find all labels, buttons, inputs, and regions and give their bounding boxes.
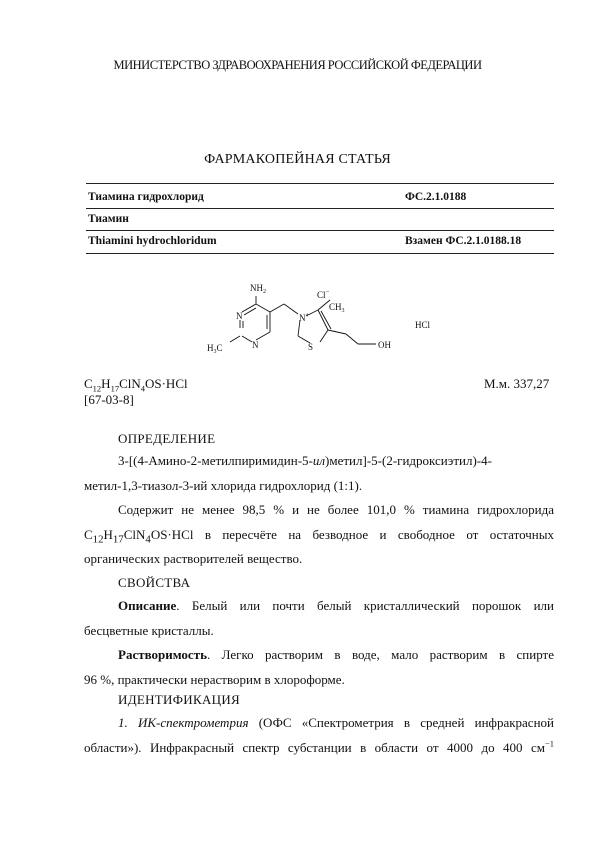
divider-2 [86, 230, 554, 231]
divider-1 [86, 208, 554, 209]
properties-description: Описание. Белый или почти белый кристаллический порошок или бесцветные кристаллы. [84, 598, 554, 638]
label-s: S [308, 342, 314, 352]
drug-name-ru: Тиамина гидрохлорид [88, 191, 204, 203]
heading-properties: СВОЙСТВА [118, 575, 191, 590]
label-hcl: HCl [415, 320, 431, 330]
definition-content: Содержит не менее 98,5 % и не более 101,0 % тиамина гидрохлорида $C_{12}H_{17}ClN_4OS\cdot HCl$ в пересчёте на безводное и свободное от остаточных органических растворителей вещество. [84, 502, 554, 566]
heading-definition: ОПРЕДЕЛЕНИЕ [118, 431, 216, 446]
divider-top [86, 183, 554, 184]
label-h3c: $H_3C$ [207, 343, 223, 355]
chemical-structure [200, 278, 450, 368]
replaces-code: Взамен ФС.2.1.0188.18 [405, 235, 522, 247]
ministry-header: МИНИСТЕРСТВО ЗДРАВООХРАНЕНИЯ РОССИЙСКОЙ ФЕДЕРАЦИИ [113, 58, 482, 72]
label-n-top: N [236, 311, 243, 321]
drug-name-short: Тиамин [88, 213, 129, 225]
cas-number: [67-03-8] [84, 392, 134, 407]
monograph-code: ФС.2.1.0188 [405, 191, 467, 203]
properties-solubility: Растворимость. Легко растворим в воде, мало растворим в спирте 96 %, практически нерастворим в хлороформе. [84, 647, 554, 687]
divider-bottom [86, 253, 554, 254]
molecular-weight: М.м. 337,27 [484, 376, 550, 391]
label-oh: OH [378, 340, 391, 350]
label-n-plus: N+ [299, 311, 310, 323]
label-n-bottom: N [252, 340, 259, 350]
definition-chemical-name: 3-[(4-Амино-2-метилпиримидин-5-ил)метил]-5-(2-гидроксиэтил)-4- метил-1,3-тиазол-3-ий хлорида гидрохлорид (1:1). [84, 453, 492, 493]
label-nh2: $NH_2$ [250, 283, 266, 295]
label-cl: Cl− [317, 288, 330, 300]
label-ch3: $CH_3$ [329, 302, 345, 314]
molecular-formula: $C_{12}H_{17}ClN_4OS\cdot HCl$ [84, 376, 188, 394]
heading-identification: ИДЕНТИФИКАЦИЯ [118, 692, 240, 707]
identification-ir: 1. ИК-спектрометрия (ОФС «Спектрометрия в средней инфракрасной области»). Инфракрасный спектр субстанции в области от 4000 до 400 $см^{-1}$ [84, 715, 554, 755]
drug-name-latin: Thiamini hydrochloridum [88, 235, 217, 247]
document-type-title: ФАРМАКОПЕЙНАЯ СТАТЬЯ [204, 152, 391, 167]
